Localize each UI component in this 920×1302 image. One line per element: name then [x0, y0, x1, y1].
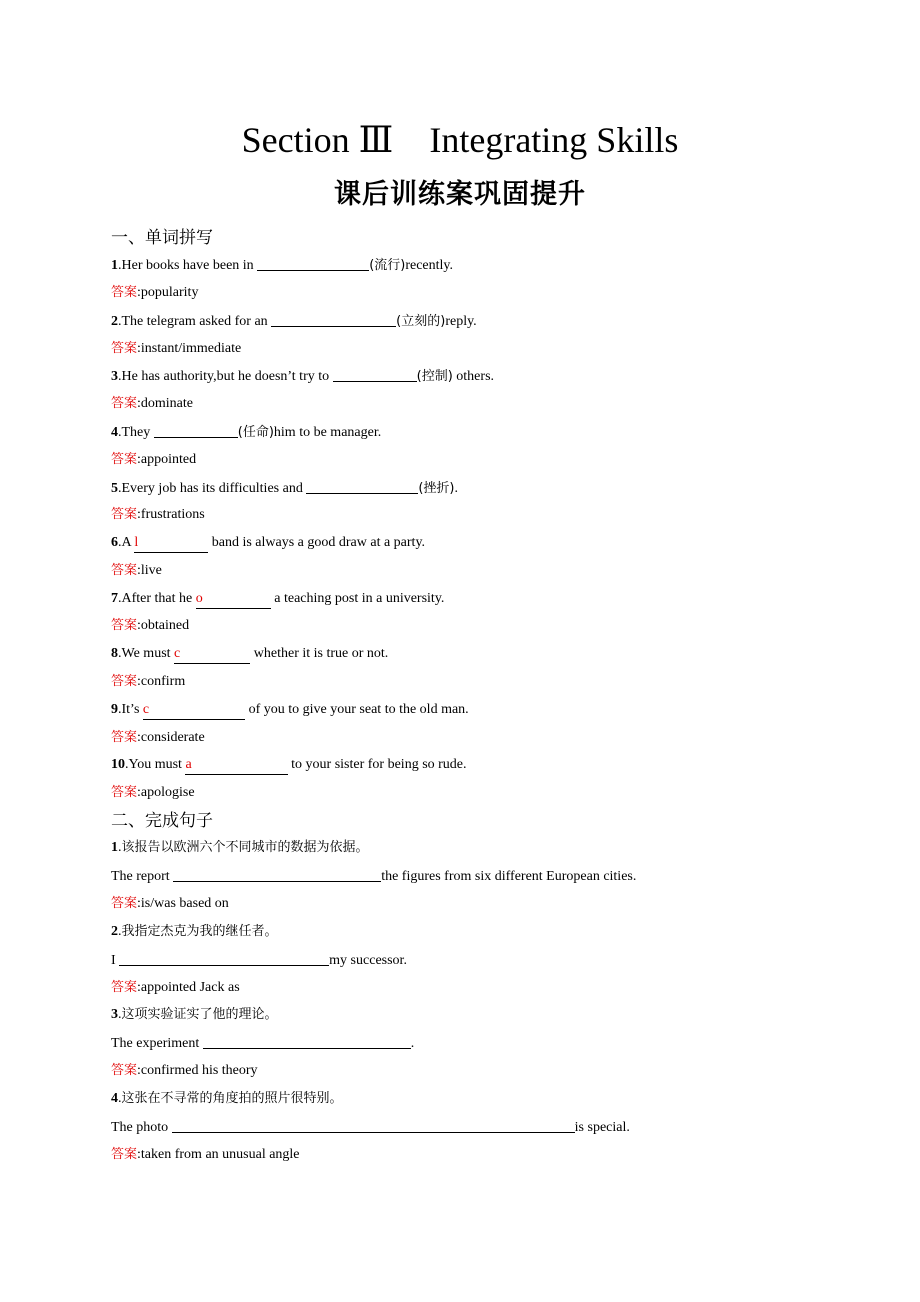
- answer-label: 答案: [111, 341, 138, 356]
- question-text: Every job has its difficulties and: [121, 481, 307, 496]
- answer-label: 答案: [111, 452, 138, 467]
- answer-text: dominate: [140, 396, 194, 411]
- sentence-start: The experiment: [111, 1036, 203, 1051]
- answer-text: obtained: [140, 618, 190, 633]
- answer-label: 答案: [111, 285, 138, 300]
- sentence-4-english: [111, 1118, 630, 1137]
- answer-s2-2: 答案:appointed Jack as: [111, 980, 240, 995]
- answer-10: 答案:apologise: [111, 785, 195, 800]
- answer-text: is/was based on: [140, 896, 229, 911]
- chinese-hint: (流行): [369, 258, 406, 273]
- chinese-sentence: 该报告以欧洲六个不同城市的数据为依据。: [121, 840, 369, 855]
- sentence-end: the figures from six different European cities.: [381, 869, 637, 884]
- answer-s2-3: 答案:confirmed his theory: [111, 1063, 258, 1078]
- question-text-end: him to be manager.: [273, 425, 382, 440]
- sentence-3-chinese: 3.这项实验证实了他的理论。: [111, 1007, 278, 1022]
- question-text: After that he: [121, 591, 196, 606]
- answer-text: appointed Jack as: [140, 980, 240, 995]
- answer-text: considerate: [140, 730, 205, 745]
- sentence-start: I: [111, 953, 120, 968]
- sentence-2-chinese: 2.我指定杰克为我的继任者。: [111, 924, 278, 939]
- answer-8: 答案:confirm: [111, 674, 186, 689]
- question-text: It’s: [121, 702, 143, 717]
- section-heading-spelling: 一、单词拼写: [111, 228, 213, 248]
- question-text-end: others.: [452, 369, 495, 384]
- question-4: 4.They (任命)him to be manager.: [111, 425, 382, 440]
- question-text-end: .: [454, 481, 458, 496]
- chinese-hint: (控制): [416, 369, 453, 384]
- question-text-end: of you to give your seat to the old man.: [245, 702, 469, 717]
- question-number: 3: [111, 369, 118, 384]
- question-8: 8.We must c whether it is true or not.: [111, 645, 388, 664]
- answer-label: 答案: [111, 785, 138, 800]
- question-text: He has authority,but he doesn’t try to: [121, 369, 333, 384]
- answer-label: 答案: [111, 618, 138, 633]
- question-1: 1.Her books have been in (流行)recently.: [111, 258, 454, 273]
- answer-label: 答案: [111, 674, 138, 689]
- answer-3: 答案:dominate: [111, 396, 194, 411]
- question-6: 6.A l band is always a good draw at a party.: [111, 534, 425, 553]
- answer-label: 答案: [111, 396, 138, 411]
- first-letter-hint: a: [185, 757, 192, 772]
- answer-blank: [271, 312, 396, 327]
- question-number: 4: [111, 1091, 118, 1106]
- answer-s2-1: 答案:is/was based on: [111, 896, 229, 911]
- answer-text: appointed: [140, 452, 197, 467]
- chinese-hint: (挫折): [418, 481, 455, 496]
- answer-blank: [154, 423, 238, 438]
- sentence-end: .: [410, 1036, 415, 1051]
- first-letter-hint: o: [195, 591, 203, 606]
- question-text: You must: [128, 757, 186, 772]
- sentence-3-english: [111, 1034, 414, 1053]
- answer-blank: [203, 1034, 411, 1049]
- answer-blank: [174, 645, 250, 664]
- question-text-end: a teaching post in a university.: [270, 591, 445, 606]
- question-text-end: whether it is true or not.: [250, 646, 389, 661]
- question-text: A: [121, 535, 135, 550]
- sentence-start: The report: [111, 869, 174, 884]
- answer-text: taken from an unusual angle: [140, 1147, 300, 1162]
- question-number: 6: [111, 535, 118, 550]
- question-text: The telegram asked for an: [121, 314, 272, 329]
- answer-blank: [257, 256, 369, 271]
- question-number: 9: [111, 702, 118, 717]
- answer-label: 答案: [111, 563, 138, 578]
- answer-blank: [333, 367, 417, 382]
- answer-9: 答案:considerate: [111, 730, 205, 745]
- chinese-hint: (立刻的): [396, 314, 446, 329]
- question-2: 2.The telegram asked for an (立刻的)reply.: [111, 314, 477, 329]
- question-number: 7: [111, 591, 118, 606]
- question-5: 5.Every job has its difficulties and (挫折).: [111, 481, 458, 496]
- question-number: 2: [111, 314, 118, 329]
- question-text: We must: [121, 646, 175, 661]
- answer-7: 答案:obtained: [111, 618, 190, 633]
- question-text-end: band is always a good draw at a party.: [208, 535, 426, 550]
- answer-label: 答案: [111, 1063, 138, 1078]
- answer-4: 答案:appointed: [111, 452, 197, 467]
- question-number: 1: [111, 840, 118, 855]
- question-number: 4: [111, 425, 118, 440]
- question-number: 10: [111, 757, 125, 772]
- answer-s2-4: 答案:taken from an unusual angle: [111, 1147, 300, 1162]
- question-number: 2: [111, 924, 118, 939]
- chinese-hint: (任命): [237, 425, 274, 440]
- question-10: 10.You must a to your sister for being so rude.: [111, 756, 467, 775]
- first-letter-hint: c: [174, 646, 181, 661]
- answer-label: 答案: [111, 1147, 138, 1162]
- question-text: They: [121, 425, 154, 440]
- answer-blank: [185, 756, 287, 775]
- answer-text: live: [140, 563, 162, 578]
- question-7: 7.After that he o a teaching post in a university.: [111, 590, 444, 609]
- sentence-1-chinese: 1.该报告以欧洲六个不同城市的数据为依据。: [111, 840, 369, 855]
- question-number: 5: [111, 481, 118, 496]
- question-number: 3: [111, 1007, 118, 1022]
- answer-label: 答案: [111, 730, 138, 745]
- answer-blank: [134, 534, 208, 553]
- chinese-sentence: 这项实验证实了他的理论。: [121, 1007, 278, 1022]
- sentence-end: my successor.: [329, 953, 407, 968]
- sentence-end: is special.: [574, 1120, 630, 1135]
- answer-blank: [143, 701, 245, 720]
- chinese-sentence: 这张在不寻常的角度拍的照片很特别。: [121, 1091, 343, 1106]
- page-subtitle: 课后训练案巩固提升: [334, 179, 586, 210]
- answer-text: popularity: [140, 285, 199, 300]
- answer-1: 答案:popularity: [111, 285, 199, 300]
- answer-6: 答案:live: [111, 563, 162, 578]
- answer-label: 答案: [111, 507, 138, 522]
- question-number: 1: [111, 258, 118, 273]
- answer-text: instant/immediate: [140, 341, 242, 356]
- answer-2: 答案:instant/immediate: [111, 341, 242, 356]
- answer-text: apologise: [140, 785, 195, 800]
- sentence-4-chinese: 4.这张在不寻常的角度拍的照片很特别。: [111, 1091, 343, 1106]
- page-title: Section Ⅲ Integrating Skills: [241, 120, 679, 160]
- first-letter-hint: l: [134, 535, 139, 550]
- question-text-end: to your sister for being so rude.: [287, 757, 467, 772]
- answer-blank: [119, 951, 329, 966]
- section-heading-sentences: 二、完成句子: [111, 811, 213, 831]
- answer-text: confirmed his theory: [140, 1063, 258, 1078]
- sentence-1-english: [111, 867, 636, 886]
- question-9: 9.It’s c of you to give your seat to the old man.: [111, 701, 469, 720]
- question-text: Her books have been in: [121, 258, 258, 273]
- answer-blank: [173, 867, 381, 882]
- answer-label: 答案: [111, 980, 138, 995]
- answer-text: frustrations: [140, 507, 205, 522]
- answer-text: confirm: [140, 674, 186, 689]
- question-text-end: reply.: [445, 314, 477, 329]
- first-letter-hint: c: [142, 702, 150, 717]
- answer-blank: [196, 590, 271, 609]
- answer-label: 答案: [111, 896, 138, 911]
- answer-5: 答案:frustrations: [111, 507, 205, 522]
- question-text-end: recently.: [405, 258, 454, 273]
- answer-blank: [306, 479, 418, 494]
- question-number: 8: [111, 646, 118, 661]
- question-3: 3.He has authority,but he doesn’t try to (控制) others.: [111, 369, 495, 384]
- chinese-sentence: 我指定杰克为我的继任者。: [121, 924, 278, 939]
- sentence-2-english: [111, 951, 407, 970]
- sentence-start: The photo: [111, 1120, 172, 1135]
- answer-blank: [172, 1118, 575, 1133]
